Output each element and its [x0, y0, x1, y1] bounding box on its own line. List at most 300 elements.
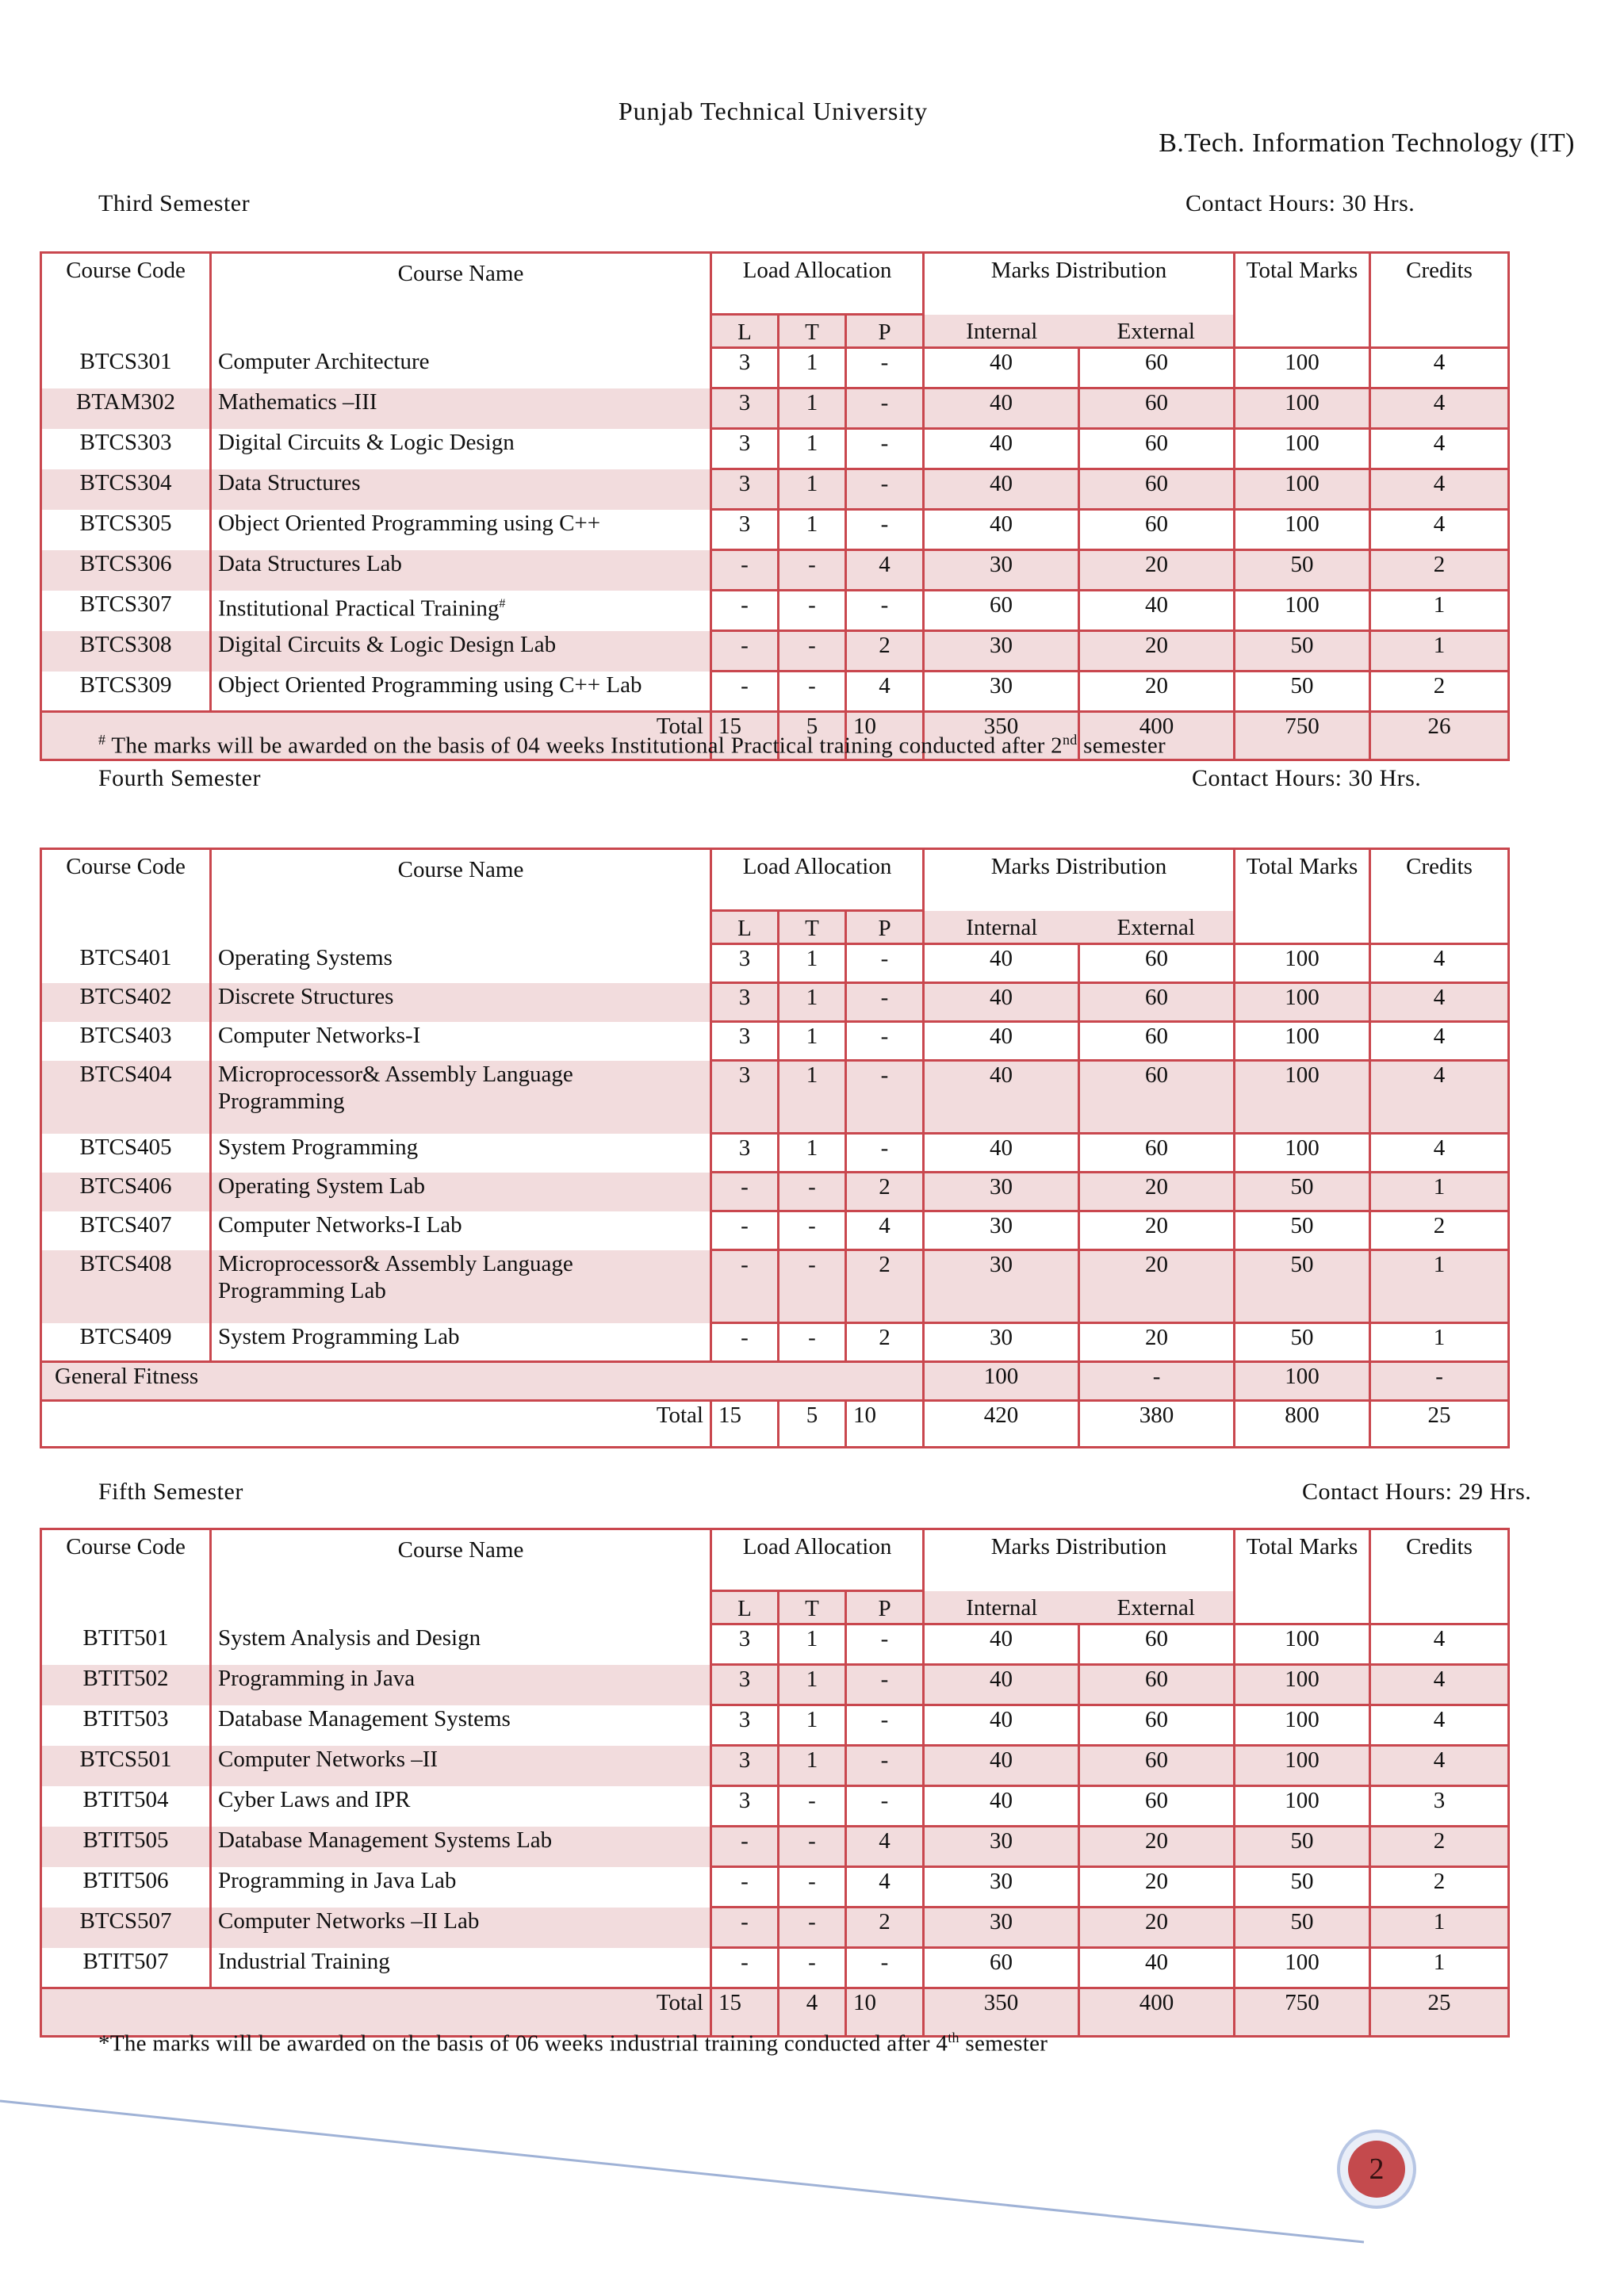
course-name-header: Course Name: [211, 253, 711, 348]
p-value: 2: [846, 1908, 924, 1948]
p-value: -: [846, 429, 924, 469]
external-value: 60: [1079, 1624, 1235, 1665]
total-marks-value: 100: [1235, 469, 1370, 510]
p-total: 10: [846, 1401, 924, 1448]
credits-value: 1: [1370, 591, 1509, 631]
t-value: 1: [779, 1624, 846, 1665]
load-allocation-header: Load Allocation: [711, 849, 924, 911]
internal-value: 30: [924, 1173, 1079, 1211]
contact-hours: Contact Hours: 30 Hrs.: [1192, 765, 1422, 791]
l-value: 3: [711, 1705, 779, 1746]
total-row: [41, 1401, 1509, 1448]
t-value: 1: [779, 1705, 846, 1746]
p-header: P: [846, 911, 924, 944]
credits-value: 1: [1370, 1908, 1509, 1948]
semester-title: Fourth Semester: [98, 765, 261, 791]
program-title: B.Tech. Information Technology (IT): [1159, 128, 1575, 158]
t-value: 1: [779, 1022, 846, 1061]
external-header: External: [1079, 315, 1235, 348]
external-value: 60: [1079, 1705, 1235, 1746]
course-name-header: Course Name: [211, 1529, 711, 1624]
t-value: 1: [779, 1746, 846, 1786]
l-value: 3: [711, 1061, 779, 1134]
page-number: 2: [1348, 2141, 1405, 2198]
external-value: 20: [1079, 1827, 1235, 1867]
t-value: -: [779, 1250, 846, 1323]
course-code: BTCS407: [41, 1211, 211, 1250]
external-value: 20: [1079, 1211, 1235, 1250]
l-header: L: [711, 315, 779, 348]
credits-value: 1: [1370, 1323, 1509, 1362]
l-value: -: [711, 672, 779, 712]
external-value: 60: [1079, 983, 1235, 1022]
p-value: -: [846, 944, 924, 983]
internal-value: 100: [924, 1362, 1079, 1401]
external-value: 60: [1079, 348, 1235, 388]
course-name: Database Management Systems Lab: [211, 1827, 711, 1867]
total-marks-value: 100: [1235, 1022, 1370, 1061]
l-value: -: [711, 1948, 779, 1988]
credits-value: 4: [1370, 388, 1509, 429]
table-row: [41, 944, 1509, 983]
table-row: [41, 983, 1509, 1022]
credits-value: 4: [1370, 1665, 1509, 1705]
l-value: -: [711, 550, 779, 591]
credits-value: 4: [1370, 1134, 1509, 1173]
course-name: Object Oriented Programming using C++ Lab: [218, 672, 642, 698]
course-name: Data Structures: [211, 469, 711, 510]
course-name: Digital Circuits & Logic Design: [218, 429, 515, 455]
course-name: Digital Circuits & Logic Design Lab: [211, 631, 711, 672]
l-value: 3: [711, 429, 779, 469]
p-value: -: [846, 469, 924, 510]
external-value: 20: [1079, 1173, 1235, 1211]
t-value: -: [779, 1173, 846, 1211]
table-row: [41, 1786, 1509, 1827]
l-value: 3: [711, 510, 779, 550]
credits-value: 4: [1370, 348, 1509, 388]
t-value: -: [779, 672, 846, 712]
total-label: Total: [41, 1988, 711, 2037]
l-value: -: [711, 1908, 779, 1948]
t-value: -: [779, 1948, 846, 1988]
p-value: 4: [846, 1827, 924, 1867]
internal-value: 40: [924, 1665, 1079, 1705]
external-value: 20: [1079, 1908, 1235, 1948]
credits-value: 1: [1370, 631, 1509, 672]
internal-value: 30: [924, 672, 1079, 712]
course-code: BTIT501: [41, 1624, 211, 1665]
course-code: BTCS405: [41, 1134, 211, 1173]
total-marks-value: 50: [1235, 1323, 1370, 1362]
table-row: [41, 1827, 1509, 1867]
course-code: BTCS404: [41, 1061, 211, 1134]
total-label: Total: [41, 712, 711, 760]
course-code: BTCS309: [41, 672, 211, 712]
internal-value: 40: [924, 1061, 1079, 1134]
total-marks-total: 750: [1235, 1988, 1370, 2037]
course-code-header: Course Code: [41, 1529, 211, 1624]
credits-value: 4: [1370, 429, 1509, 469]
internal-value: 30: [924, 1908, 1079, 1948]
p-value: 2: [846, 1323, 924, 1362]
internal-value: 30: [924, 1827, 1079, 1867]
total-marks-value: 100: [1235, 1134, 1370, 1173]
t-value: 1: [779, 1061, 846, 1134]
course-name-header: Course Name: [211, 849, 711, 944]
credits-value: -: [1370, 1362, 1509, 1401]
course-name: Industrial Training: [218, 1948, 390, 1974]
total-label: Total: [41, 1401, 711, 1448]
marks-distribution-header: Marks Distribution: [924, 1529, 1235, 1591]
course-code: BTCS409: [41, 1323, 211, 1362]
p-value: 4: [846, 1211, 924, 1250]
total-marks-total: 750: [1235, 712, 1370, 760]
l-value: 3: [711, 1022, 779, 1061]
table-row: [41, 1323, 1509, 1362]
total-marks-value: 100: [1235, 1786, 1370, 1827]
t-value: 1: [779, 983, 846, 1022]
table-row: [41, 1665, 1509, 1705]
external-value: 60: [1079, 1665, 1235, 1705]
credits-value: 4: [1370, 1624, 1509, 1665]
course-code: BTCS507: [41, 1908, 211, 1948]
internal-header: Internal: [924, 315, 1079, 348]
total-marks-header: Total Marks: [1235, 253, 1370, 348]
total-marks-value: 50: [1235, 631, 1370, 672]
l-value: -: [711, 1211, 779, 1250]
external-value: 20: [1079, 1250, 1235, 1323]
internal-value: 30: [924, 1323, 1079, 1362]
course-name: Computer Networks-I Lab: [218, 1211, 462, 1238]
external-total: 380: [1079, 1401, 1235, 1448]
l-value: -: [711, 1250, 779, 1323]
p-value: 4: [846, 1867, 924, 1908]
external-value: 60: [1079, 469, 1235, 510]
total-marks-value: 100: [1235, 348, 1370, 388]
total-marks-value: 100: [1235, 1624, 1370, 1665]
total-marks-value: 50: [1235, 1211, 1370, 1250]
table-row: [41, 1948, 1509, 1988]
course-code: BTIT507: [41, 1948, 211, 1988]
l-value: 3: [711, 944, 779, 983]
table-row: [41, 510, 1509, 550]
p-value: -: [846, 1022, 924, 1061]
credits-value: 1: [1370, 1250, 1509, 1323]
p-value: -: [846, 1134, 924, 1173]
l-value: 3: [711, 1665, 779, 1705]
course-name: Institutional Practical Training#: [218, 595, 506, 622]
credits-value: 4: [1370, 1746, 1509, 1786]
l-total: 15: [711, 712, 779, 760]
total-marks-header: Total Marks: [1235, 849, 1370, 944]
total-marks-value: 50: [1235, 1867, 1370, 1908]
course-code: BTCS406: [41, 1173, 211, 1211]
course-code: BTIT506: [41, 1867, 211, 1908]
external-value: 20: [1079, 631, 1235, 672]
total-marks-value: 100: [1235, 1746, 1370, 1786]
l-value: -: [711, 1173, 779, 1211]
footnote: # The marks will be awarded on the basis of 04 weeks Institutional Practical training conducted after 2nd semester: [98, 732, 1166, 759]
total-marks-value: 100: [1235, 1061, 1370, 1134]
table-row: [41, 1746, 1509, 1786]
p-value: -: [846, 1786, 924, 1827]
internal-value: 40: [924, 1786, 1079, 1827]
credits-value: 4: [1370, 944, 1509, 983]
p-value: 4: [846, 672, 924, 712]
university-title: Punjab Technical University: [618, 97, 929, 125]
course-code: BTCS402: [41, 983, 211, 1022]
credits-value: 2: [1370, 672, 1509, 712]
t-value: 1: [779, 348, 846, 388]
p-value: 2: [846, 1250, 924, 1323]
p-value: -: [846, 348, 924, 388]
external-value: 60: [1079, 1746, 1235, 1786]
l-header: L: [711, 1591, 779, 1624]
internal-value: 40: [924, 348, 1079, 388]
l-total: 15: [711, 1401, 779, 1448]
course-name: Programming in Java Lab: [218, 1867, 457, 1893]
external-value: 20: [1079, 550, 1235, 591]
table-row: [41, 591, 1509, 631]
course-code: BTCS303: [41, 429, 211, 469]
semester-table-fourth: [40, 848, 1510, 1448]
p-total: 10: [846, 1988, 924, 2037]
general-fitness-row: [41, 1362, 1509, 1401]
credits-total: 26: [1370, 712, 1509, 760]
course-name: System Programming Lab: [218, 1323, 460, 1349]
total-marks-value: 100: [1235, 1948, 1370, 1988]
course-code: BTCS301: [41, 348, 211, 388]
p-value: 2: [846, 1173, 924, 1211]
external-header: External: [1079, 911, 1235, 944]
external-value: 40: [1079, 1948, 1235, 1988]
table-row: [41, 1211, 1509, 1250]
course-code: BTAM302: [41, 388, 211, 429]
course-name: Mathematics –III: [211, 388, 711, 429]
p-value: -: [846, 1705, 924, 1746]
l-value: -: [711, 1323, 779, 1362]
internal-value: 40: [924, 1705, 1079, 1746]
t-value: 1: [779, 1665, 846, 1705]
credits-value: 1: [1370, 1948, 1509, 1988]
t-value: 1: [779, 510, 846, 550]
course-code-header: Course Code: [41, 849, 211, 944]
credits-value: 4: [1370, 983, 1509, 1022]
credits-value: 2: [1370, 1827, 1509, 1867]
credits-value: 4: [1370, 1061, 1509, 1134]
p-value: -: [846, 1746, 924, 1786]
credits-header: Credits: [1370, 849, 1509, 944]
course-code: BTIT502: [41, 1665, 211, 1705]
l-value: 3: [711, 983, 779, 1022]
table-row: [41, 1624, 1509, 1665]
external-value: 20: [1079, 672, 1235, 712]
load-allocation-header: Load Allocation: [711, 253, 924, 315]
internal-value: 40: [924, 510, 1079, 550]
course-code: BTCS401: [41, 944, 211, 983]
course-name: Computer Networks –II: [211, 1746, 711, 1786]
credits-header: Credits: [1370, 1529, 1509, 1624]
course-name: Computer Architecture: [218, 348, 430, 374]
t-value: -: [779, 1827, 846, 1867]
p-value: -: [846, 1665, 924, 1705]
internal-value: 40: [924, 944, 1079, 983]
t-header: T: [779, 911, 846, 944]
total-marks-header: Total Marks: [1235, 1529, 1370, 1624]
credits-value: 2: [1370, 1211, 1509, 1250]
total-marks-value: 50: [1235, 1827, 1370, 1867]
internal-total: 350: [924, 1988, 1079, 2037]
course-name: Operating Systems: [218, 944, 393, 970]
external-value: 60: [1079, 1134, 1235, 1173]
internal-value: 40: [924, 1134, 1079, 1173]
table-row: [41, 1022, 1509, 1061]
p-value: -: [846, 388, 924, 429]
t-header: T: [779, 1591, 846, 1624]
total-marks-value: 100: [1235, 1705, 1370, 1746]
total-marks-value: 100: [1235, 1362, 1370, 1401]
external-value: 60: [1079, 1022, 1235, 1061]
total-marks-value: 100: [1235, 1665, 1370, 1705]
p-value: -: [846, 1948, 924, 1988]
table-row: [41, 550, 1509, 591]
semester-table-third: [40, 251, 1510, 761]
internal-total: 420: [924, 1401, 1079, 1448]
course-name: Computer Networks –II Lab: [211, 1908, 711, 1948]
internal-value: 30: [924, 1867, 1079, 1908]
course-code: BTCS304: [41, 469, 211, 510]
l-value: -: [711, 1827, 779, 1867]
credits-value: 3: [1370, 1786, 1509, 1827]
t-value: 1: [779, 429, 846, 469]
course-name: Cyber Laws and IPR: [218, 1786, 411, 1812]
general-fitness-label: General Fitness: [41, 1362, 924, 1401]
total-marks-value: 100: [1235, 944, 1370, 983]
l-value: 3: [711, 348, 779, 388]
course-name: Microprocessor& Assembly Language Programming: [211, 1061, 711, 1134]
t-header: T: [779, 315, 846, 348]
total-marks-value: 100: [1235, 983, 1370, 1022]
table-row: [41, 388, 1509, 429]
external-value: 60: [1079, 510, 1235, 550]
course-code: BTCS308: [41, 631, 211, 672]
external-header: External: [1079, 1591, 1235, 1624]
l-value: 3: [711, 1746, 779, 1786]
internal-value: 60: [924, 1948, 1079, 1988]
internal-value: 40: [924, 983, 1079, 1022]
total-marks-value: 50: [1235, 672, 1370, 712]
table-row: [41, 1867, 1509, 1908]
total-marks-value: 100: [1235, 388, 1370, 429]
internal-value: 40: [924, 1022, 1079, 1061]
external-value: -: [1079, 1362, 1235, 1401]
p-value: 4: [846, 550, 924, 591]
internal-value: 30: [924, 550, 1079, 591]
contact-hours: Contact Hours: 29 Hrs.: [1302, 1479, 1532, 1505]
p-header: P: [846, 1591, 924, 1624]
external-total: 400: [1079, 712, 1235, 760]
credits-value: 2: [1370, 1867, 1509, 1908]
course-code: BTIT504: [41, 1786, 211, 1827]
internal-value: 40: [924, 388, 1079, 429]
credits-header: Credits: [1370, 253, 1509, 348]
course-name: Data Structures Lab: [211, 550, 711, 591]
semester-table-fifth: [40, 1528, 1510, 2038]
credits-value: 4: [1370, 510, 1509, 550]
course-name: Database Management Systems: [218, 1705, 511, 1732]
semester-title: Third Semester: [98, 190, 251, 216]
p-value: -: [846, 983, 924, 1022]
marks-distribution-header: Marks Distribution: [924, 849, 1235, 911]
t-total: 5: [779, 1401, 846, 1448]
l-value: 3: [711, 1786, 779, 1827]
table-row: [41, 1173, 1509, 1211]
credits-value: 2: [1370, 550, 1509, 591]
semester-title: Fifth Semester: [98, 1479, 243, 1505]
total-marks-total: 800: [1235, 1401, 1370, 1448]
external-value: 60: [1079, 429, 1235, 469]
t-value: -: [779, 1867, 846, 1908]
course-name: Discrete Structures: [211, 983, 711, 1022]
internal-value: 40: [924, 1624, 1079, 1665]
p-total: 10: [846, 712, 924, 760]
l-value: 3: [711, 1624, 779, 1665]
t-value: -: [779, 631, 846, 672]
total-marks-value: 100: [1235, 510, 1370, 550]
internal-value: 40: [924, 1746, 1079, 1786]
credits-value: 1: [1370, 1173, 1509, 1211]
l-header: L: [711, 911, 779, 944]
table-row: [41, 1134, 1509, 1173]
credits-total: 25: [1370, 1401, 1509, 1448]
course-code-header: Course Code: [41, 253, 211, 348]
total-marks-value: 100: [1235, 429, 1370, 469]
t-total: 4: [779, 1988, 846, 2037]
internal-value: 30: [924, 1250, 1079, 1323]
table-row: [41, 1250, 1509, 1323]
course-name: Microprocessor& Assembly Language Programming Lab: [211, 1250, 711, 1323]
internal-header: Internal: [924, 1591, 1079, 1624]
t-value: 1: [779, 944, 846, 983]
table-row: [41, 348, 1509, 388]
total-marks-value: 100: [1235, 591, 1370, 631]
l-value: 3: [711, 469, 779, 510]
course-name: Operating System Lab: [211, 1173, 711, 1211]
p-value: 2: [846, 631, 924, 672]
internal-value: 40: [924, 469, 1079, 510]
course-name: System Programming: [218, 1134, 419, 1160]
table-row: [41, 1908, 1509, 1948]
credits-value: 4: [1370, 1022, 1509, 1061]
table-row: [41, 672, 1509, 712]
external-value: 60: [1079, 944, 1235, 983]
t-total: 5: [779, 712, 846, 760]
t-value: -: [779, 1786, 846, 1827]
course-name: Computer Networks-I: [218, 1022, 421, 1048]
credits-value: 4: [1370, 1705, 1509, 1746]
course-code: BTIT505: [41, 1827, 211, 1867]
t-value: -: [779, 1211, 846, 1250]
p-header: P: [846, 315, 924, 348]
internal-header: Internal: [924, 911, 1079, 944]
t-value: -: [779, 1908, 846, 1948]
external-value: 60: [1079, 1061, 1235, 1134]
l-value: 3: [711, 388, 779, 429]
load-allocation-header: Load Allocation: [711, 1529, 924, 1591]
footnote: *The marks will be awarded on the basis of 06 weeks industrial training conducted after 4th semester: [98, 2030, 1048, 2057]
internal-value: 40: [924, 429, 1079, 469]
